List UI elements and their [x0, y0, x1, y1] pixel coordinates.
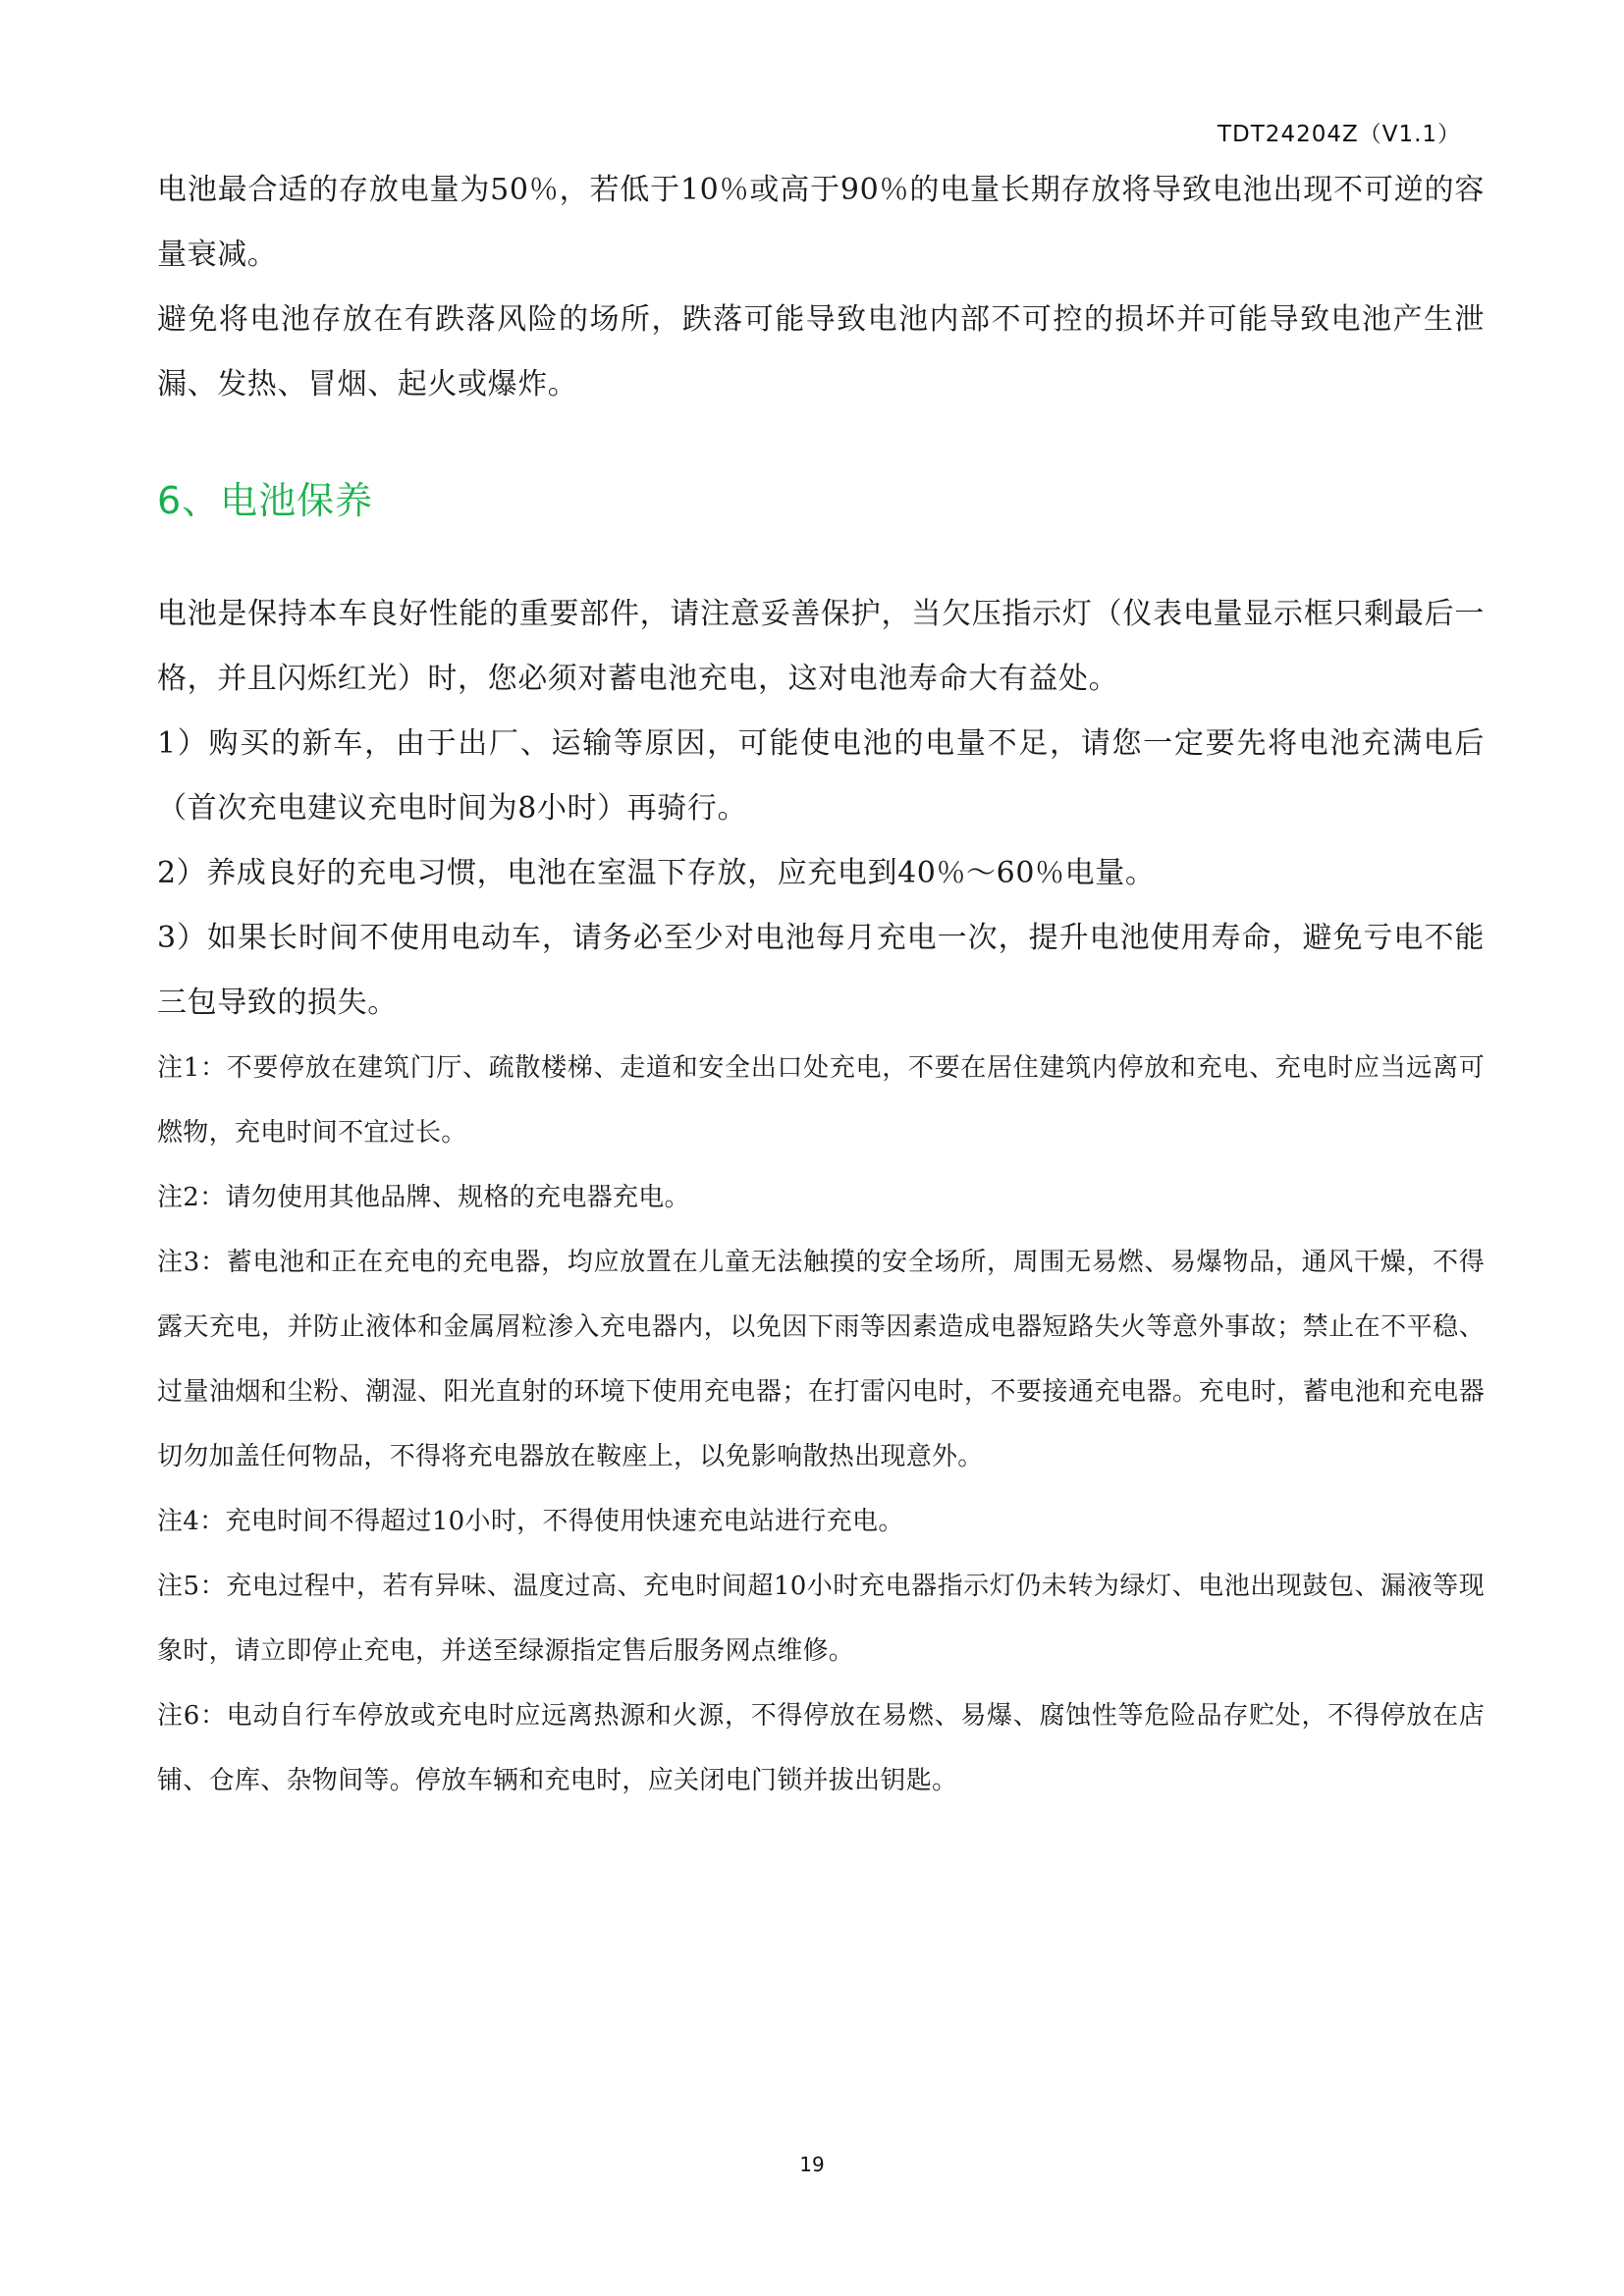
- document-code: TDT24204Z（V1.1）: [1218, 122, 1462, 147]
- note-4: 注4：充电时间不得超过10小时，不得使用快速充电站进行充电。: [157, 1507, 904, 1536]
- note-2: 注2：请勿使用其他品牌、规格的充电器充电。: [157, 1183, 690, 1212]
- storage-charge-paragraph: 电池最合适的存放电量为50％，若低于10％或高于90％的电量长期存放将导致电池出现不可逆的容量衰减。: [157, 173, 1485, 272]
- note-3: 注3：蓄电池和正在充电的充电器，均应放置在儿童无法触摸的安全场所，周围无易燃、易爆物品，通风干燥，不得露天充电，并防止液体和金属屑粒渗入充电器内，以免因下雨等因素造成电器短路失火等意外事故；禁止在不平稳、过量油烟和尘粉、潮湿、阳光直射的环境下使用充电器；在打雷闪电时，不要接通充电器。充电时，蓄电池和充电器切勿加盖任何物品，不得将充电器放在鞍座上，以免影响散热出现意外。: [157, 1248, 1485, 1471]
- maintenance-lead-paragraph: 电池是保持本车良好性能的重要部件，请注意妥善保护，当欠压指示灯（仪表电量显示框只剩最后一格，并且闪烁红光）时，您必须对蓄电池充电，这对电池寿命大有益处。: [157, 597, 1485, 696]
- list-item-new-vehicle: 1）购买的新车，由于出厂、运输等原因，可能使电池的电量不足，请您一定要先将电池充满电后（首次充电建议充电时间为8小时）再骑行。: [157, 726, 1485, 826]
- list-item-long-storage: 3）如果长时间不使用电动车，请务必至少对电池每月充电一次，提升电池使用寿命，避免亏电不能三包导致的损失。: [157, 921, 1485, 1020]
- note-1: 注1：不要停放在建筑门厅、疏散楼梯、走道和安全出口处充电，不要在居住建筑内停放和充电、充电时应当远离可燃物，充电时间不宜过长。: [157, 1053, 1485, 1148]
- note-6: 注6：电动自行车停放或充电时应远离热源和火源，不得停放在易燃、易爆、腐蚀性等危险品存贮处，不得停放在店铺、仓库、杂物间等。停放车辆和充电时，应关闭电门锁并拔出钥匙。: [157, 1701, 1485, 1795]
- section-title: 6、电池保养: [157, 479, 374, 522]
- drop-risk-paragraph: 避免将电池存放在有跌落风险的场所，跌落可能导致电池内部不可控的损坏并可能导致电池产生泄漏、发热、冒烟、起火或爆炸。: [157, 302, 1485, 401]
- list-item-charging-habit: 2）养成良好的充电习惯，电池在室温下存放，应充电到40％～60％电量。: [157, 856, 1156, 890]
- page-number: 19: [799, 2153, 825, 2176]
- note-5: 注5：充电过程中，若有异味、温度过高、充电时间超10小时充电器指示灯仍未转为绿灯、电池出现鼓包、漏液等现象时，请立即停止充电，并送至绿源指定售后服务网点维修。: [157, 1572, 1485, 1666]
